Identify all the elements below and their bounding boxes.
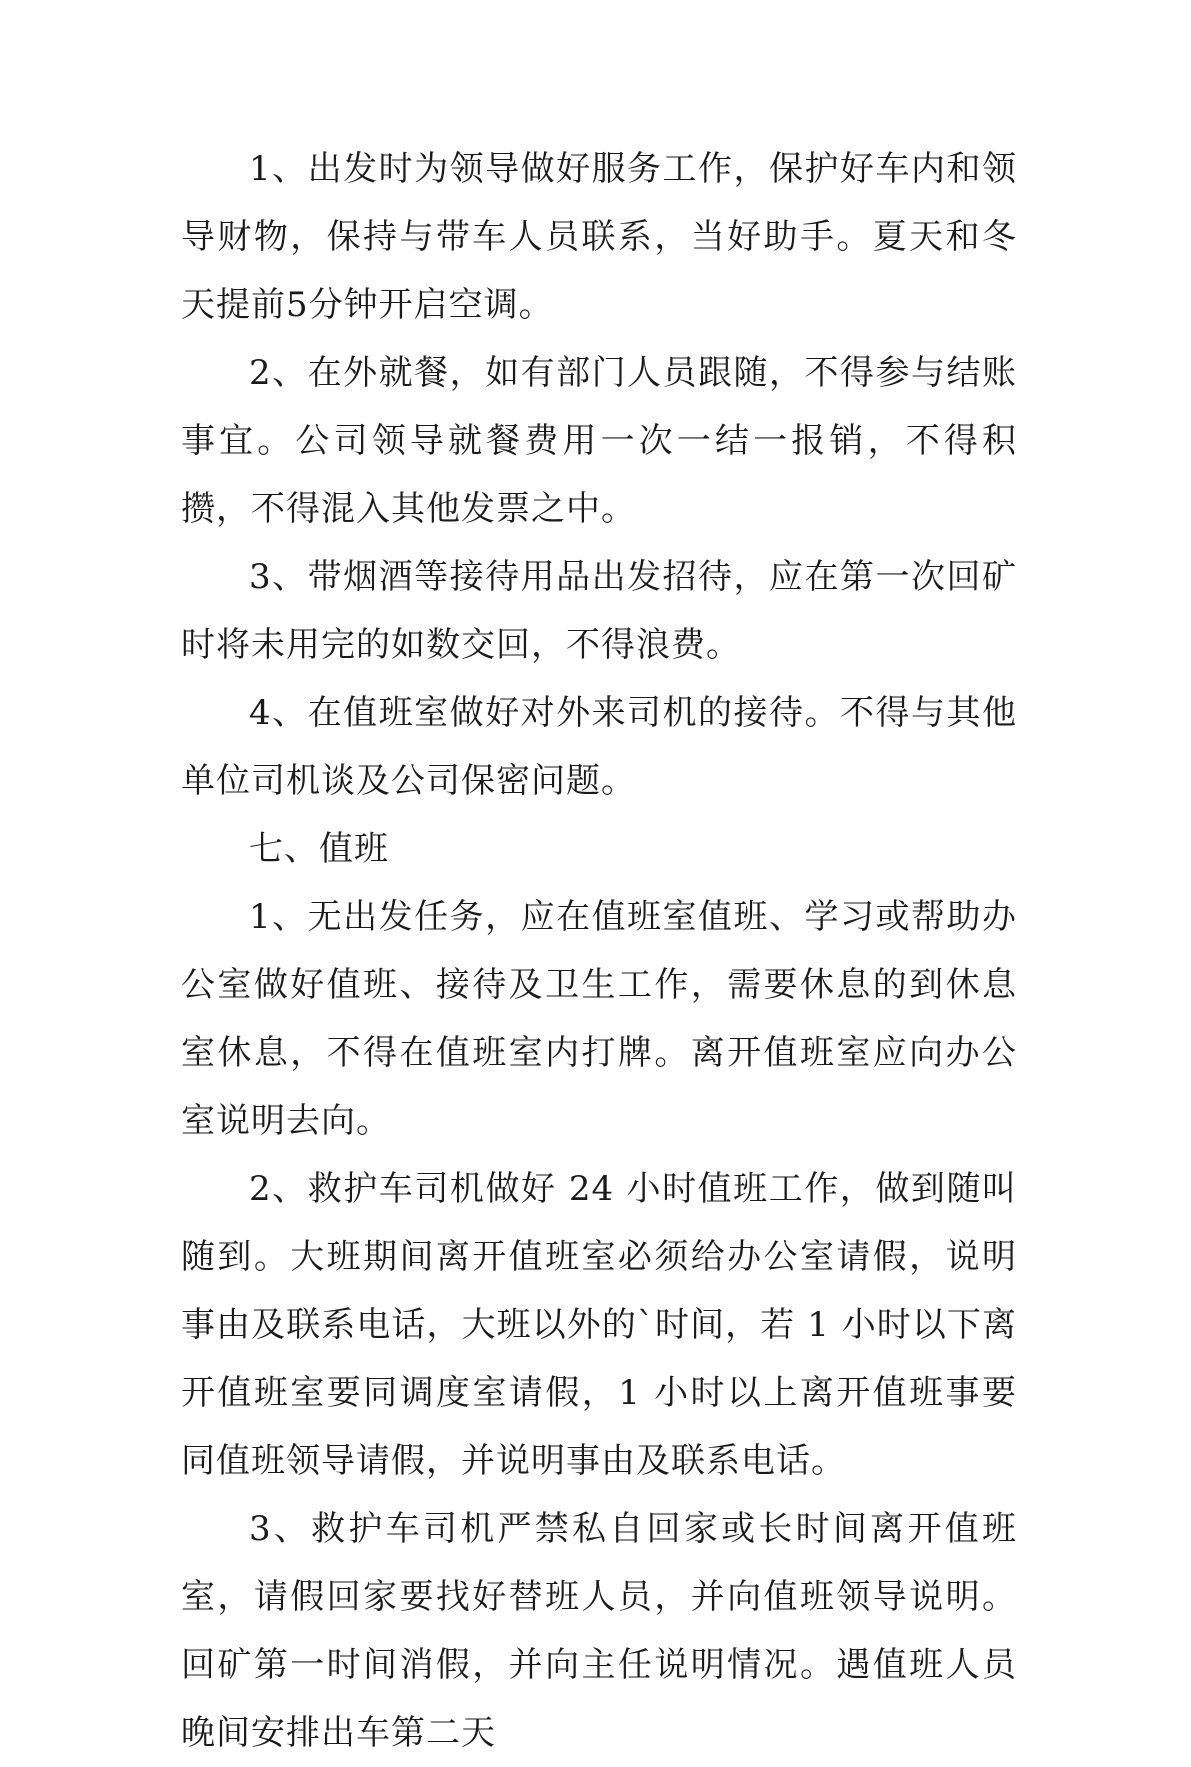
document-body <box>181 135 1017 1767</box>
paragraph-2: 2、在外就餐，如有部门人员跟随，不得参与结账事宜。公司领导就餐费用一次一结一报销，不得积攒，不得混入其他发票之中。 <box>181 353 1017 529</box>
paragraph-3: 3、带烟酒等接待用品出发招待，应在第一次回矿时将未用完的如数交回，不得浪费。 <box>181 557 1017 665</box>
paragraph-7: 3、救护车司机严禁私自回家或长时间离开值班室，请假回家要找好替班人员，并向值班领导说明。回矿第一时间消假，并向主任说明情况。遇值班人员晚间安排出车第二天 <box>181 1509 1017 1753</box>
paragraph-6: 2、救护车司机做好 24 小时值班工作，做到随叫随到。大班期间离开值班室必须给办公室请假，说明事由及联系电话，大班以外的`时间，若 1 小时以下离开值班室要同调度室请假，1 小时以上离开值班事要同值班领导请假，并说明事由及联系电话。 <box>181 1169 1017 1481</box>
paragraph-5: 1、无出发任务，应在值班室值班、学习或帮助办公室做好值班、接待及卫生工作，需要休息的到休息室休息，不得在值班室内打牌。离开值班室应向办公室说明去向。 <box>181 897 1017 1141</box>
paragraph-1: 1、出发时为领导做好服务工作，保护好车内和领导财物，保持与带车人员联系，当好助手。夏天和冬天提前5分钟开启空调。 <box>181 149 1017 325</box>
paragraph-4: 4、在值班室做好对外来司机的接待。不得与其他单位司机谈及公司保密问题。 <box>181 693 1017 801</box>
section-heading-duty: 七、值班 <box>249 829 389 869</box>
